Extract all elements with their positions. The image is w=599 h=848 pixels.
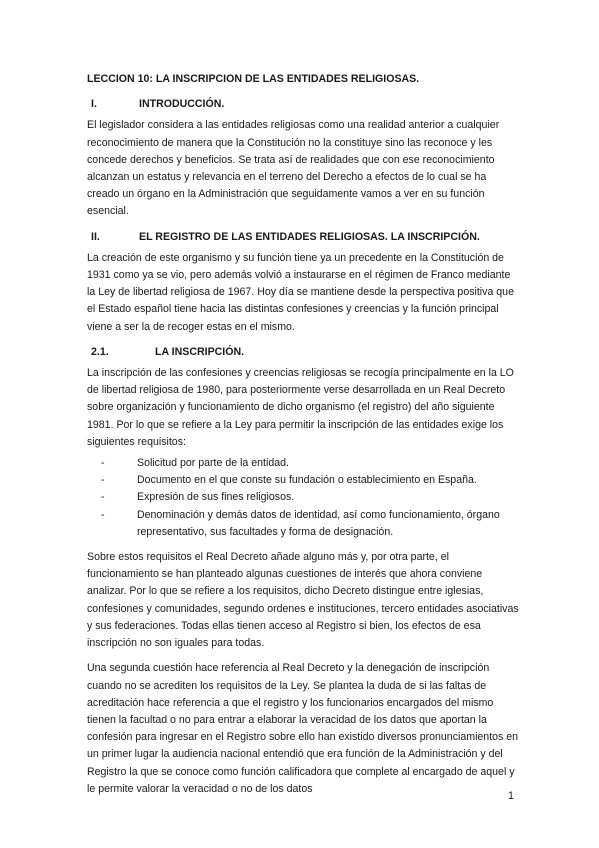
list-item-text: Denominación y demás datos de identidad, así como funcionamiento, órgano representativo, sus facultades y forma de designación.: [137, 508, 500, 538]
list-item: [87, 507, 521, 541]
section-title: INTRODUCCIÓN.: [139, 98, 225, 111]
list-item-text: Expresión de sus fines religiosos.: [137, 491, 295, 504]
list-item-text: Solicitud por parte de la entidad.: [137, 457, 289, 470]
list-item-text: Documento en el que conste su fundación o establecimiento en España.: [137, 474, 477, 487]
section-number: II.: [91, 230, 100, 243]
document-title: LECCION 10: LA INSCRIPCION DE LAS ENTIDADES RELIGIOSAS.: [87, 73, 420, 85]
section-title: EL REGISTRO DE LAS ENTIDADES RELIGIOSAS. LA INSCRIPCIÓN.: [139, 230, 480, 243]
paragraph: La inscripción de las confesiones y creencias religiosas se recogía principalmente en la LO de libertad religiosa de 1980, para posteriormente verse desarrollada en un Real Decreto sobre organización y funcionamiento de dicho organismo (el registro) del año siguiente 1981. Por lo que se refiere a la Ley para permitir la inscripción de las entidades exige los siguientes requisitos:: [87, 367, 514, 448]
section-number: I.: [91, 98, 97, 111]
bullet-dash: -: [101, 457, 105, 470]
paragraph: El legislador considera a las entidades religiosas como una realidad anterior a cualquier reconocimiento de manera que la Constitución no la constituye sino las reconoce y les concede derechos y beneficios. Se trata así de realidades que con ese reconocimiento alcanzan un estatus y relevancia en el terreno del Derecho a efectos de lo cual se ha creado un órgano en la Administración que seguidamente vamos a ver en su función esencial.: [87, 119, 500, 218]
section-heading-registro: [87, 229, 521, 246]
section-title: LA INSCRIPCIÓN.: [155, 345, 245, 358]
section-heading-introduccion: [87, 96, 521, 113]
paragraph: Sobre estos requisitos el Real Decreto añade alguno más y, por otra parte, el funcionamiento se han planteado algunas cuestiones de interés que ahora conviene analizar. Por lo que se refiere a los requisitos, dicho Decreto distingue entre iglesias, confesiones y comunidades, segundo ordenes e instituciones, tercero entidades asociativas y sus federaciones. Todas ellas tienen acceso al Registro si bien, los efectos de esa inscripción no son iguales para todas.: [87, 551, 519, 650]
requirements-list: [87, 455, 521, 541]
subsection-heading-inscripcion: [87, 344, 521, 361]
list-item: [87, 489, 521, 506]
list-item: [87, 455, 521, 472]
bullet-dash: -: [101, 491, 105, 504]
bullet-dash: -: [101, 508, 105, 521]
page-number: 1: [508, 790, 514, 802]
section-number: 2.1.: [91, 345, 109, 358]
bullet-dash: -: [101, 474, 105, 487]
paragraph: Una segunda cuestión hace referencia al Real Decreto y la denegación de inscripción cuando no se acrediten los requisitos de la Ley. Se plantea la duda de si las faltas de acreditación hace referencia a que el registro y los funcionarios encargados del mismo tienen la facultad o no para entrar a elaborar la veracidad de los datos que aportan la confesión para ingresar en el Registro sobre ello han existido diversos pronunciamientos en un primer lugar la audiencia nacional entendió que era función de la Administración y del Registro la que se conoce como función calificadora que complete al encargado de aquel y le permite valorar la veracidad o no de los datos: [87, 662, 519, 795]
paragraph: La creación de este organismo y su función tiene ya un precedente en la Constitución de 1931 como ya se vio, pero además volvió a instaurarse en el régimen de Franco mediante la Ley de libertad religiosa de 1967. Hoy día se mantiene desde la perspectiva positiva que el Estado español tiene hacia las distintas confesiones y creencias y la función principal viene a ser la de recoger estas en el mismo.: [87, 251, 514, 333]
document-body: [87, 71, 521, 806]
list-item: [87, 472, 521, 489]
